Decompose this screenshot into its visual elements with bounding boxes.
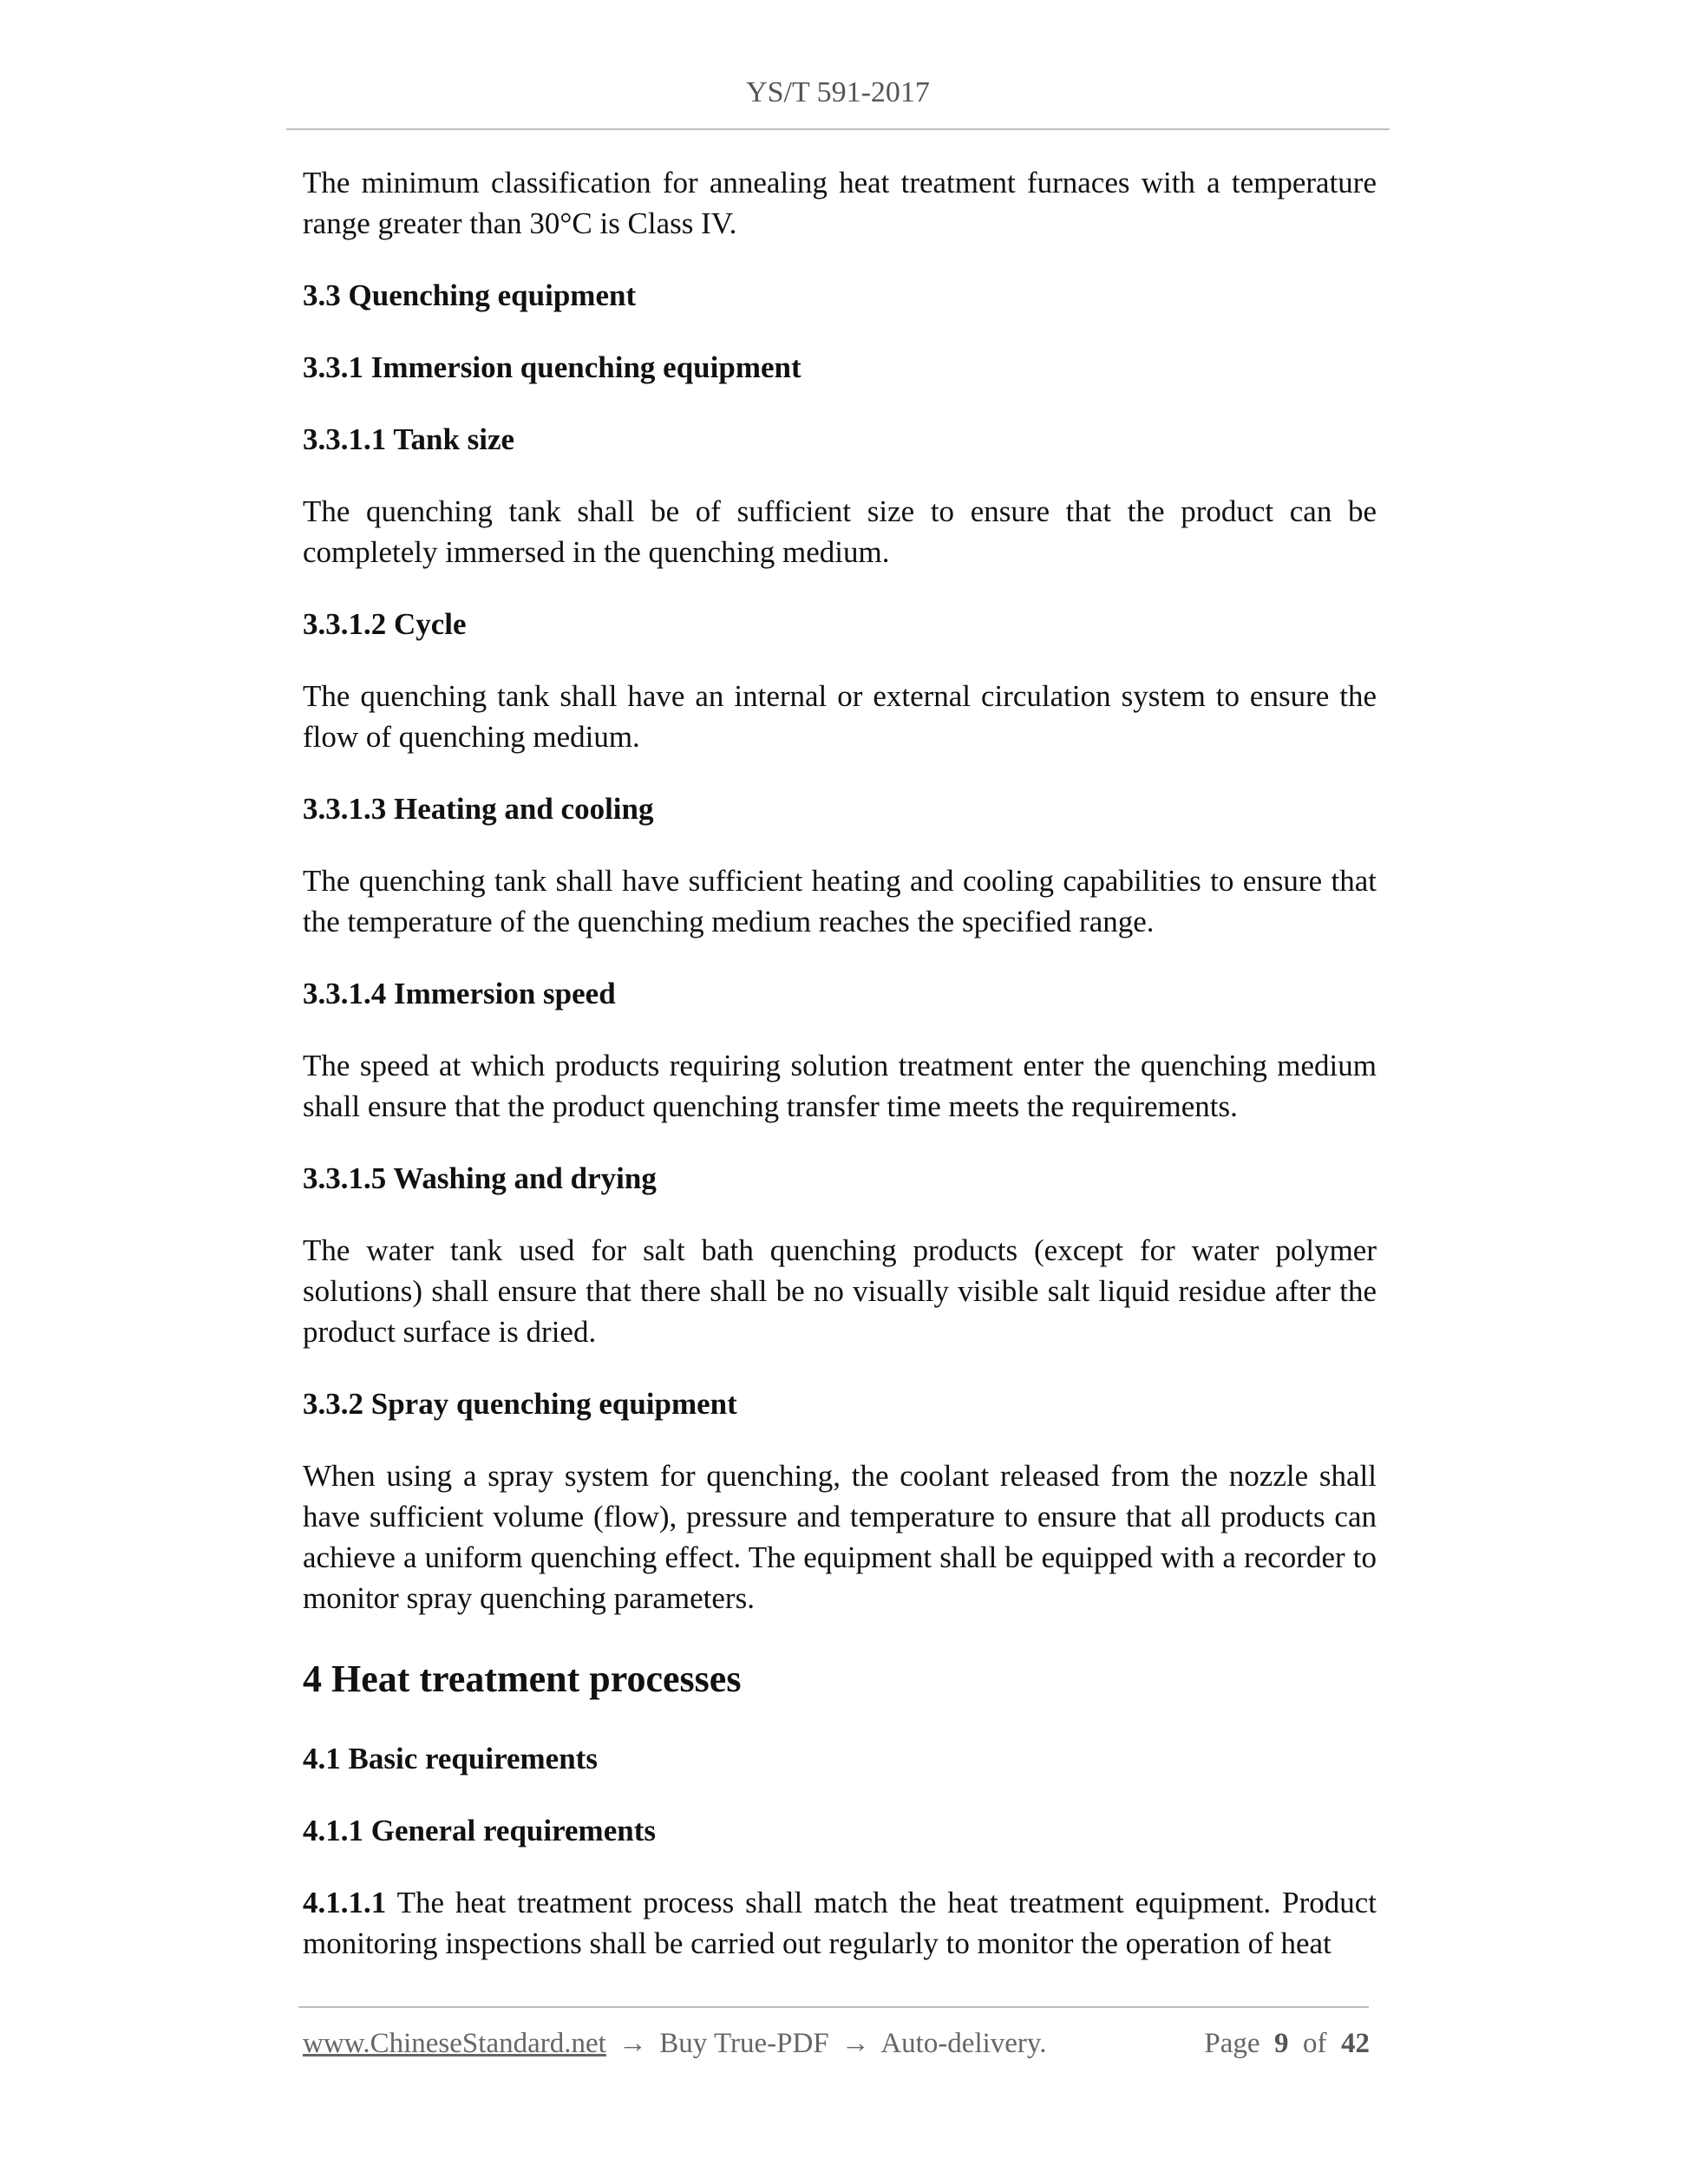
page-label: Page — [1204, 2028, 1260, 2059]
paragraph-tank-size: The quenching tank shall be of sufficient size to ensure that the product can be completely immersed in the quenching medium. — [303, 494, 1377, 569]
paragraph-heating-cooling: The quenching tank shall have sufficient heating and cooling capabilities to ensure that the temperature of the quenching medium reaches the specified range. — [303, 864, 1377, 938]
page-indicator — [1204, 2024, 1370, 2063]
heading-3-3-2: 3.3.2 Spray quenching equipment — [303, 1387, 737, 1421]
page-content — [303, 162, 1377, 1995]
arrow-right-icon: → — [841, 2028, 870, 2059]
footer-divider — [298, 2006, 1369, 2008]
heading-3-3-1-1: 3.3.1.1 Tank size — [303, 422, 515, 456]
heading-4: 4 Heat treatment processes — [303, 1658, 742, 1700]
arrow-right-icon: → — [618, 2028, 648, 2059]
heading-4-1: 4.1 Basic requirements — [303, 1742, 598, 1775]
heading-3-3: 3.3 Quenching equipment — [303, 278, 637, 312]
paragraph-spray-quenching: When using a spray system for quenching, the coolant released from the nozzle shall have sufficient volume (flow), pressure and temperature to ensure that all products can achieve a uniform quenching effect. The equipment shall be equipped with a recorder to monitor spray quenching parameters. — [303, 1459, 1377, 1615]
heading-4-1-1: 4.1.1 General requirements — [303, 1814, 656, 1847]
paragraph-cycle: The quenching tank shall have an internal or external circulation system to ensure the flow of quenching medium. — [303, 679, 1377, 754]
clause-number: 4.1.1.1 — [303, 1886, 387, 1919]
page-total: 42 — [1341, 2028, 1370, 2059]
page-of-label: of — [1303, 2028, 1327, 2059]
heading-3-3-1: 3.3.1 Immersion quenching equipment — [303, 350, 801, 384]
page-current: 9 — [1274, 2028, 1289, 2059]
paragraph-immersion-speed: The speed at which products requiring solution treatment enter the quenching medium shall ensure that the product quenching transfer time meets the requirements. — [303, 1049, 1377, 1123]
page-header — [286, 75, 1390, 130]
document-id: YS/T 591-2017 — [746, 76, 930, 108]
heading-3-3-1-3: 3.3.1.3 Heating and cooling — [303, 792, 654, 826]
footer-promo — [303, 2024, 1047, 2063]
auto-delivery-text: Auto-delivery. — [880, 2028, 1047, 2059]
heading-3-3-1-2: 3.3.1.2 Cycle — [303, 607, 467, 641]
paragraph-intro: The minimum classification for annealing heat treatment furnaces with a temperature range greater than 30°C is Class IV. — [303, 166, 1377, 240]
buy-pdf-text: Buy True-PDF — [659, 2028, 829, 2059]
paragraph-washing-drying: The water tank used for salt bath quenching products (except for water polymer solutions) shall ensure that there shall be no visually visible salt liquid residue after the product surface is dried. — [303, 1233, 1377, 1349]
heading-3-3-1-5: 3.3.1.5 Washing and drying — [303, 1161, 657, 1195]
website-link[interactable]: www.ChineseStandard.net — [303, 2028, 606, 2059]
heading-3-3-1-4: 3.3.1.4 Immersion speed — [303, 977, 616, 1010]
paragraph-4-1-1-1 — [303, 1882, 1377, 1964]
clause-text: The heat treatment process shall match the heat treatment equipment. Product monitoring inspections shall be carried out regularly to monitor the operation of heat — [303, 1886, 1377, 1960]
